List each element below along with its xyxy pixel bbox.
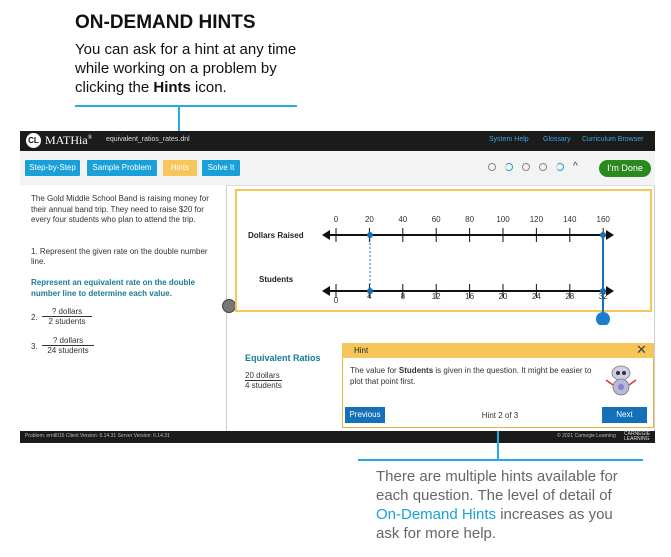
next-hint-button[interactable]: Next xyxy=(602,407,647,423)
left-arrow-icon xyxy=(322,286,330,296)
annotation-bottom-text: There are multiple hints available for each question. The level of detail of On-Demand Hints increases as you ask for more help. xyxy=(376,468,618,542)
drag-handle-icon xyxy=(596,312,610,325)
dollars-tick-label: 60 xyxy=(431,215,441,224)
annotation-pointer-line xyxy=(497,431,499,460)
problem-text: The Gold Middle School Band is raising money for their annual band trip. They need to raise $20 for every four students who plan to attend the trip. xyxy=(31,194,209,224)
hints-button[interactable]: Hints xyxy=(163,160,197,176)
equivalent-ratios-title: Equivalent Ratios xyxy=(245,353,321,363)
students-tick-label: 12 xyxy=(431,292,441,301)
equivalent-ratio-fraction xyxy=(245,371,282,390)
equivalent-ratio-top: 20 dollars xyxy=(245,371,282,381)
students-tick-label: 24 xyxy=(531,292,541,301)
double-number-line[interactable] xyxy=(320,225,620,325)
students-tick-label: 4 xyxy=(367,292,372,301)
progress-circle-icon xyxy=(539,163,547,171)
progress-circle-icon xyxy=(488,163,496,171)
solve-it-button[interactable]: Solve It xyxy=(202,160,240,176)
fraction-denominator: 24 students xyxy=(47,346,89,355)
students-tick-label: 0 xyxy=(333,296,339,305)
question-instruction: Represent an equivalent rate on the double number line to determine each value. xyxy=(31,278,196,298)
progress-circle-icon xyxy=(522,163,530,171)
logo-icon: CL xyxy=(26,133,41,148)
students-tick-label: 8 xyxy=(400,292,406,301)
system-help-link[interactable]: System Help xyxy=(489,136,529,143)
annotation-underline xyxy=(75,105,297,107)
version-info: Problem: erntl016 Client Version: 6.14.31 Server Version: 6.14.31 xyxy=(25,433,170,439)
students-tick-label: 20 xyxy=(498,292,508,301)
annotation-text: You can ask for a hint at any time while working on a problem by clicking the Hints icon. xyxy=(75,41,297,96)
step-by-step-button[interactable]: Step-by-Step xyxy=(25,160,80,176)
question-1: 1. Represent the given rate on the double number line. xyxy=(31,247,208,266)
glossary-link[interactable]: Glossary xyxy=(543,136,571,143)
curriculum-browser-link[interactable]: Curriculum Browser xyxy=(582,136,644,143)
equivalent-ratio-bottom: 4 students xyxy=(245,381,282,390)
hint-count: Hint 2 of 3 xyxy=(481,411,519,420)
dollars-tick-label: 160 xyxy=(596,215,610,224)
app-logo: MATHia® xyxy=(45,133,93,147)
left-arrow-icon xyxy=(322,230,330,240)
students-tick-label: 28 xyxy=(565,292,575,301)
carnegie-learning-logo: CARNEGIE LEARNING xyxy=(624,431,651,442)
previous-hint-button[interactable]: Previous xyxy=(345,407,385,423)
question-2-number: 2. xyxy=(31,313,38,322)
fraction-denominator: 2 students xyxy=(48,317,86,326)
plotted-point xyxy=(600,232,606,238)
students-label: Students xyxy=(259,275,294,284)
hint-header-label: Hint xyxy=(354,346,369,355)
progress-circle-icon xyxy=(556,163,564,171)
copyright: © 2021 Carnegie Learning xyxy=(557,433,616,439)
plotted-point xyxy=(367,232,373,238)
dollars-tick-label: 40 xyxy=(398,215,408,224)
dollars-tick-label: 120 xyxy=(529,215,544,224)
dollars-tick-label: 20 xyxy=(364,215,374,224)
sample-problem-button[interactable]: Sample Problem xyxy=(87,160,157,176)
dollars-tick-label: 80 xyxy=(465,215,475,224)
question-2-fraction[interactable] xyxy=(42,307,92,326)
robot-mascot-icon xyxy=(603,363,639,399)
tick-marks xyxy=(336,228,603,298)
progress-circle-icon xyxy=(505,163,513,171)
chevron-up-icon[interactable]: ^ xyxy=(573,161,578,172)
dollars-tick-label: 100 xyxy=(496,215,510,224)
panel-resize-handle[interactable] xyxy=(222,299,236,313)
dollars-tick-label: 0 xyxy=(333,215,339,224)
annotation-overline xyxy=(358,459,643,461)
right-arrow-icon xyxy=(606,230,614,240)
dollars-tick-label: 140 xyxy=(563,215,577,224)
hint-body: The value for Students is given in the question. It might be easier to plot that point first. xyxy=(350,366,592,386)
students-tick-label: 32 xyxy=(598,292,608,301)
hint-header xyxy=(342,343,654,358)
question-3-number: 3. xyxy=(31,342,38,351)
close-icon[interactable]: ✕ xyxy=(636,342,647,357)
question-3-fraction[interactable] xyxy=(42,336,94,355)
im-done-button[interactable]: I'm Done xyxy=(599,160,651,177)
file-name: equivalent_ratios_rates.dnl xyxy=(106,136,190,143)
students-tick-label: 16 xyxy=(465,292,475,301)
fraction-numerator: ? dollars xyxy=(42,307,92,317)
dollars-raised-label: Dollars Raised xyxy=(248,231,304,240)
annotation-title: ON-DEMAND HINTS xyxy=(75,12,256,33)
fraction-numerator: ? dollars xyxy=(42,336,94,346)
